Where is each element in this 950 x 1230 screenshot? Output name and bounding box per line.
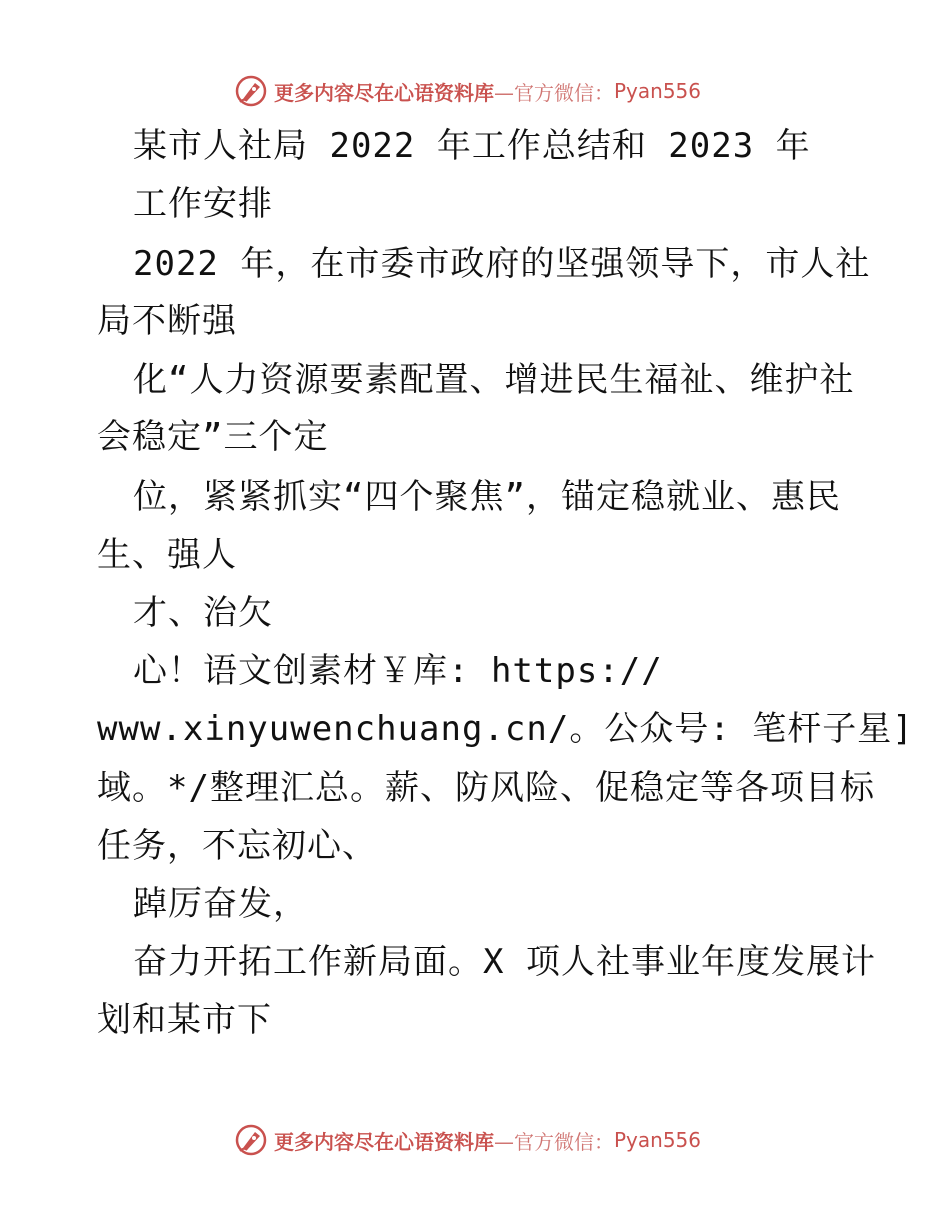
pen-nib-logo-icon <box>234 74 268 108</box>
paragraph-line: 局不断强 <box>97 301 237 341</box>
header-watermark-banner <box>234 71 701 111</box>
document-title-line-2: 工作安排 <box>133 184 273 224</box>
banner-text-main: 更多内容尽在心语资料库 <box>274 1129 494 1154</box>
footer-watermark-banner <box>234 1120 701 1160</box>
paragraph-line: 位，紧紧抓实“四个聚焦”，锚定稳就业、惠民 <box>133 477 841 517</box>
paragraph-line: 才、治欠 <box>133 593 273 633</box>
paragraph-line: 踔厉奋发， <box>133 884 308 924</box>
banner-text-wechat-label: —官方微信： <box>494 1129 614 1154</box>
paragraph-line: 2022 年，在市委市政府的坚强领导下，市人社 <box>133 244 871 284</box>
paragraph-line: 任务，不忘初心、 <box>97 826 377 866</box>
paragraph-line: 化“人力资源要素配置、增进民生福祉、维护社 <box>133 360 855 400</box>
banner-text-wechat-id: Pyan556 <box>614 79 702 103</box>
paragraph-line: 生、强人 <box>97 535 237 575</box>
paragraph-line: www.xinyuwenchuang.cn/。公众号: 笔杆子星] <box>97 709 914 749</box>
banner-text-main: 更多内容尽在心语资料库 <box>274 80 494 105</box>
banner-text-wechat-id: Pyan556 <box>614 1128 702 1152</box>
document-title-line-1: 某市人社局 2022 年工作总结和 2023 年 <box>133 126 811 166</box>
paragraph-line: 心！语文创素材￥库: https:// <box>133 651 663 691</box>
paragraph-line: 会稳定”三个定 <box>97 417 329 457</box>
banner-text-wechat-label: —官方微信： <box>494 80 614 105</box>
paragraph-line: 划和某市下 <box>97 1000 272 1040</box>
pen-nib-logo-icon <box>234 1123 268 1157</box>
paragraph-line: 奋力开拓工作新局面。X 项人社事业年度发展计 <box>133 942 876 982</box>
paragraph-line: 域。*/整理汇总。薪、防风险、促稳定等各项目标 <box>97 768 875 808</box>
